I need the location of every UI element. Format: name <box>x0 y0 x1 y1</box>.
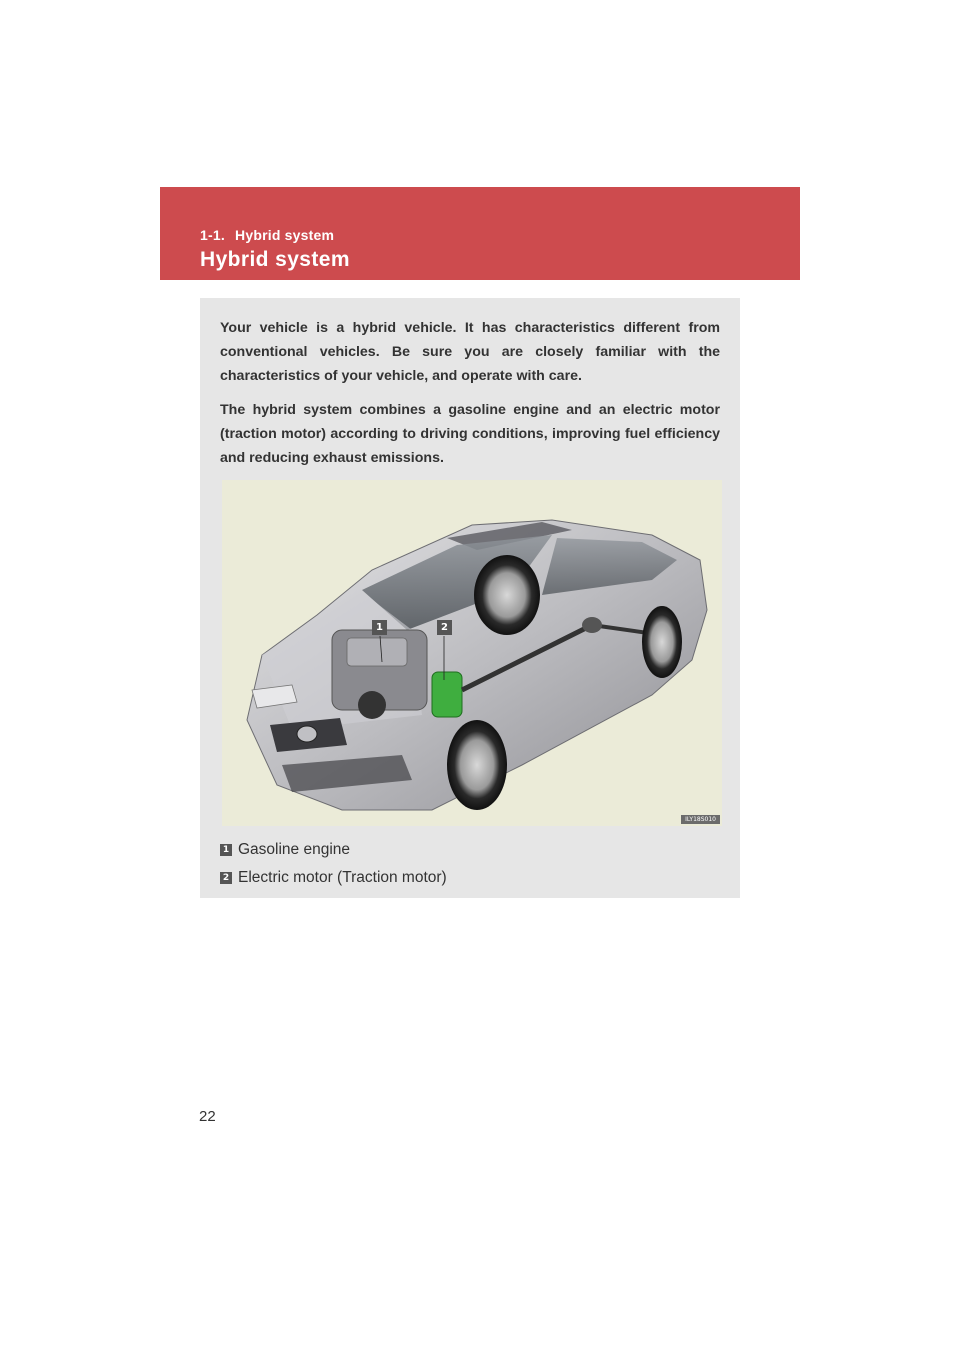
content-box <box>200 298 740 898</box>
legend-item-electric-motor <box>220 864 447 892</box>
section-number: 1-1. <box>200 227 225 243</box>
legend-label-1: Gasoline engine <box>238 841 351 858</box>
car-cutaway-drawing <box>222 480 722 826</box>
legend-badge-1: 1 <box>220 844 232 856</box>
legend-badge-2: 2 <box>220 872 232 884</box>
callout-electric-motor: 2 <box>437 620 452 635</box>
intro-text <box>220 316 720 480</box>
legend-label-2: Electric motor (Traction motor) <box>238 869 447 886</box>
callout-gasoline-engine: 1 <box>372 620 387 635</box>
section-name: Hybrid system <box>235 227 335 243</box>
intro-paragraph-1: Your vehicle is a hybrid vehicle. It has characteristics different from conventional vehicles. Be sure you are closely familiar with the characteristics of your vehicle, and operate with care. <box>220 320 720 384</box>
intro-paragraph-2: The hybrid system combines a gasoline engine and an electric motor (traction motor) according to driving conditions, improving fuel efficiency and reducing exhaust emissions. <box>220 402 720 466</box>
page-title: Hybrid system <box>200 248 350 271</box>
legend-item-gasoline-engine <box>220 836 447 864</box>
section-label <box>200 227 334 243</box>
page-number: 22 <box>199 1108 216 1125</box>
legend <box>220 836 447 892</box>
header-band <box>160 187 800 280</box>
hybrid-vehicle-illustration <box>222 480 722 826</box>
figure-code: ILY18S010 <box>681 815 720 824</box>
